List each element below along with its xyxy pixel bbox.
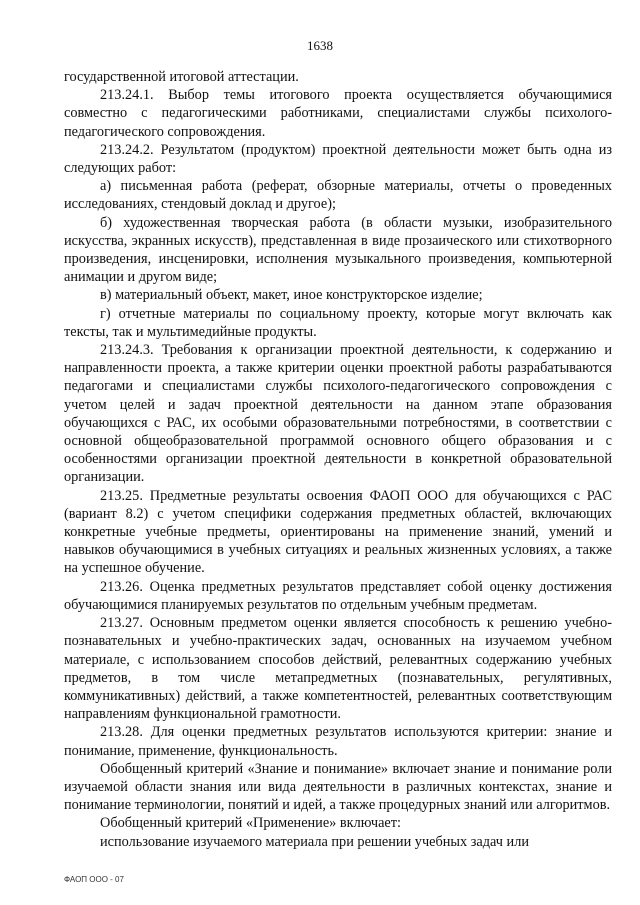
- paragraph-213-28: 213.28. Для оценки предметных результатов используются критерии: знание и понимание, применение, функциональность.: [64, 724, 612, 759]
- document-body: [64, 68, 612, 851]
- footer-code: ФАОП ООО - 07: [64, 875, 124, 884]
- page-number: 1638: [307, 38, 333, 53]
- paragraph-knowledge-criterion: Обобщенный критерий «Знание и понимание» включает знание и понимание роли изучаемой области знания или вида деятельности в различных контекстах, знание и понимание терминологии, понятий и идей, а также процедурных знаний или алгоритмов.: [64, 760, 612, 814]
- paragraph-continuation: государственной итоговой аттестации.: [64, 69, 299, 85]
- paragraph-application-item: использование изучаемого материала при решении учебных задач или: [100, 833, 529, 850]
- paragraph-213-24-1: 213.24.1. Выбор темы итогового проекта осуществляется обучающимися совместно с педагогическими работниками, специалистами службы психолого-педагогического сопровождения.: [64, 87, 612, 140]
- list-item-v: в) материальный объект, макет, иное конструкторское изделие;: [100, 287, 483, 304]
- paragraph-213-24-3: 213.24.3. Требования к организации проектной деятельности, к содержанию и направленности проекта, а также критерии оценки проектной работы разрабатываются педагогами и специалистами службы психолого-педагогического сопровождения с учетом целей и задач проектной деятельности на данном этапе образования обучающихся с РАС, их особыми образовательными потребностями, в соответствии с основной общеобразовательной программой основного общего образования и с особенностями организации проектной деятельности в конкретной образовательной организации.: [64, 342, 612, 486]
- list-item-g: г) отчетные материалы по социальному проекту, которые могут включать как тексты, так и мультимедийные продукты.: [64, 305, 612, 340]
- list-item-b: б) художественная творческая работа (в области музыки, изобразительного искусства, экранных искусств), представленная в виде прозаического или стихотворного произведения, инсценировки, исполнения музыкального произведения, компьютерной анимации и другом виде;: [64, 214, 612, 286]
- paragraph-213-24-2: 213.24.2. Результатом (продуктом) проектной деятельности может быть одна из следующих работ:: [64, 141, 612, 177]
- paragraph-213-25: 213.25. Предметные результаты освоения ФАОП ООО для обучающихся с РАС (вариант 8.2) с учетом специфики содержания предметных областей, включающих конкретные учебные предметы, ориентированы на применение знаний, умений и навыков обучающимися в учебных ситуациях и реальных жизненных условиях, а также на успешное обучение.: [64, 487, 612, 577]
- list-item-a: а) письменная работа (реферат, обзорные материалы, отчеты о проведенных исследованиях, стендовый доклад и другое);: [64, 178, 612, 213]
- paragraph-application-criterion: Обобщенный критерий «Применение» включает:: [100, 815, 401, 832]
- paragraph-213-26: 213.26. Оценка предметных результатов представляет собой оценку достижения обучающимися планируемых результатов по отдельным учебным предметам.: [64, 578, 612, 613]
- paragraph-213-27: 213.27. Основным предметом оценки является способность к решению учебно-познавательных и учебно-практических задач, основанных на изучаемом учебном материале, с использованием способов действий, релевантных содержанию учебных предметов, в том числе метапредметных (познавательных, регулятивных, коммуникативных) действий, а также компетентностей, релевантных соответствующим направлениям функциональной грамотности.: [64, 615, 612, 723]
